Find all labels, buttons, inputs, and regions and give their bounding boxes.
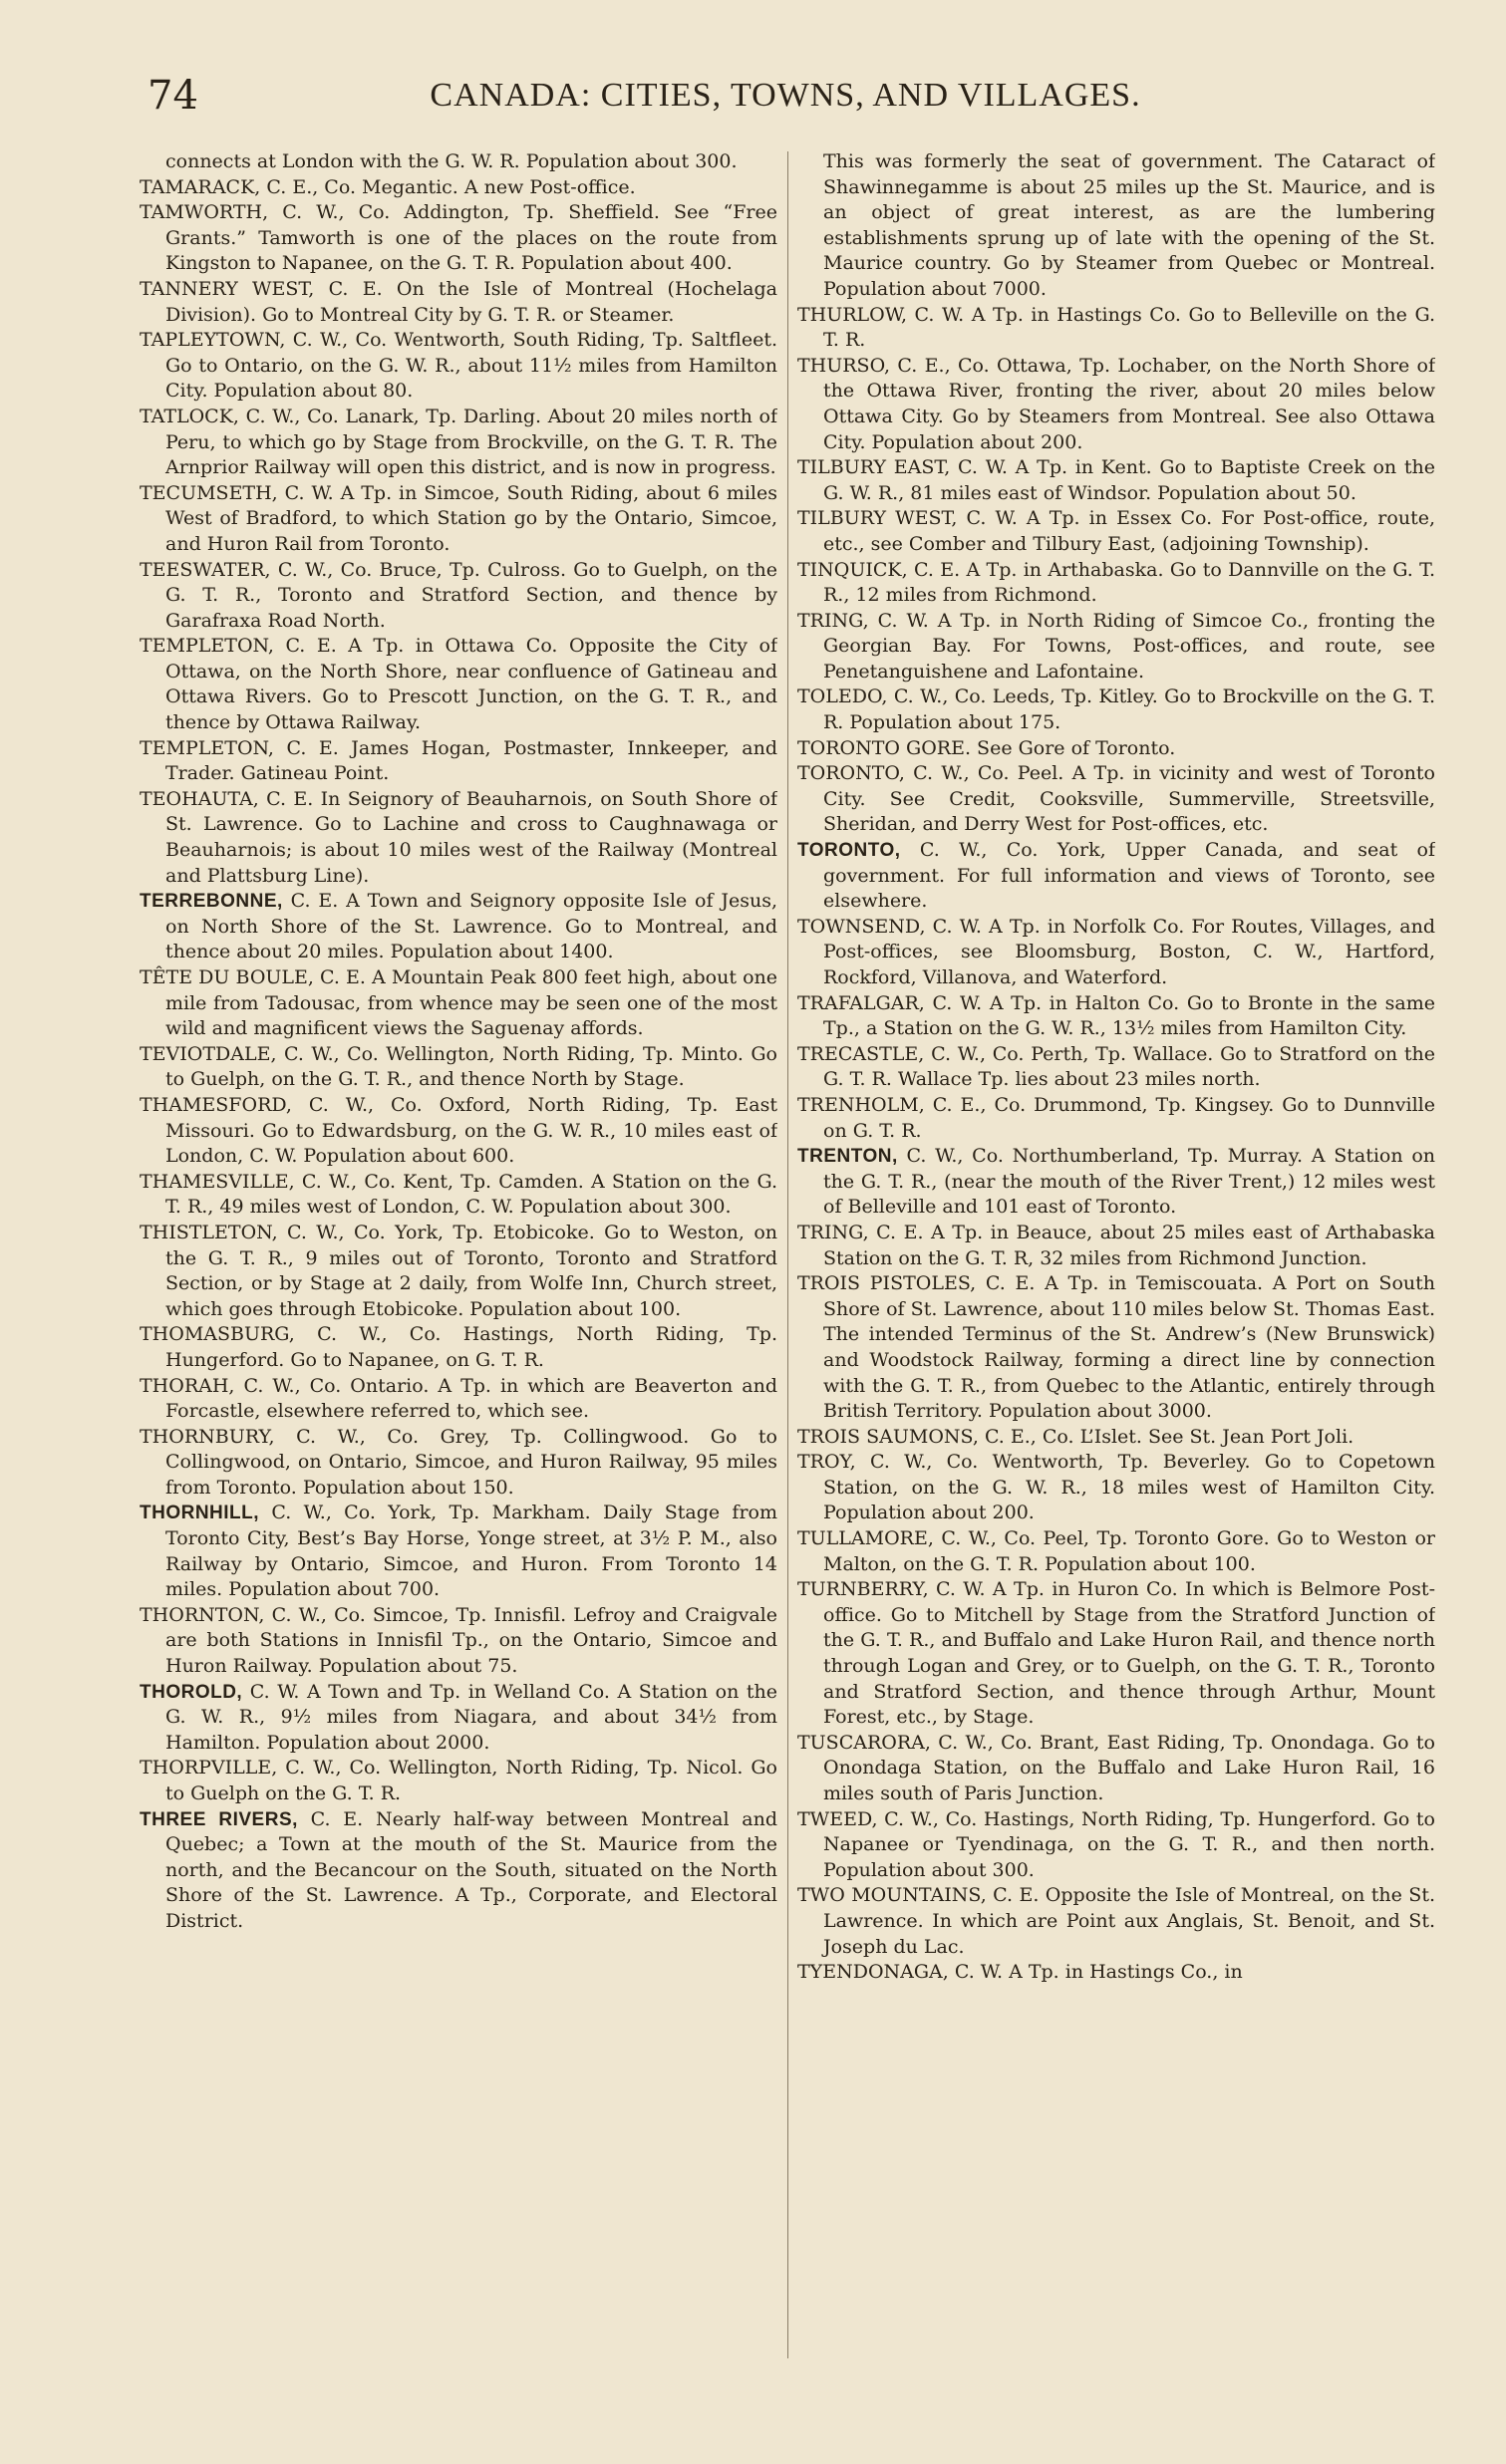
gazetteer-entry [797, 354, 1435, 455]
gazetteer-entry [140, 1501, 777, 1602]
entry-text: This was formerly the seat of government. The Cataract of Shawinnegamme is about 25 miles up the St. Maurice, and is an object of great interest, as are the lumbering establishments sprung up of late with the opening of the St. Maurice country. Go by Steamer from Quebec or Montreal. Population about 7000. [823, 150, 1435, 300]
entry-headword: TROIS SAUMONS, [797, 1425, 979, 1448]
entry-text: C. W. A Tp. in Hastings Co., in [948, 1961, 1243, 1984]
gazetteer-entry [797, 1042, 1435, 1093]
gazetteer-entry [140, 200, 777, 277]
gazetteer-entry [797, 1271, 1435, 1425]
entry-headword: TEVIOTDALE, [140, 1042, 277, 1065]
gazetteer-entry [140, 965, 777, 1042]
gazetteer-entry [140, 1093, 777, 1170]
entry-headword: TINQUICK, [797, 558, 908, 581]
entry-text: C. E. In Seignory of Beauharnois, on South Shore of St. Lawrence. Go to Lachine and cross to Caughnawaga or Beauharnois; is about 10 miles west of the Railway (Montreal and Plattsburg Line). [165, 787, 777, 887]
entry-headword: TORONTO, [797, 762, 905, 785]
entry-text: C. E., Co. Drummond, Tp. Kingsey. Go to Dunnville on G. T. R. [823, 1093, 1435, 1142]
entry-headword: THOMASBURG, [140, 1323, 295, 1346]
entry-headword: TRING, [797, 1221, 869, 1243]
gazetteer-entry [797, 1960, 1435, 1986]
entry-headword: THISTLETON, [140, 1221, 278, 1243]
entry-headword: TEESWATER, [140, 558, 271, 581]
gazetteer-entry [140, 634, 777, 735]
gazetteer-entry [140, 1680, 777, 1757]
gazetteer-entry [797, 1731, 1435, 1807]
entry-headword: THORAH, [140, 1374, 235, 1397]
gazetteer-entry [140, 175, 777, 201]
entry-headword: TROIS PISTOLES, [797, 1272, 977, 1295]
gazetteer-entry [797, 455, 1435, 506]
gazetteer-entry [797, 1450, 1435, 1526]
entry-text: C. W., Co. Kent, Tp. Camden. A Station on the G. T. R., 49 miles west of London, C. W. Population about 300. [165, 1170, 777, 1219]
entry-headword: THORNBURY, [140, 1425, 275, 1448]
entry-text: C. E., Co. Ottawa, Tp. Lochaber, on the North Shore of the Ottawa River, fronting the river, about 20 miles below Ottawa City. Go by Steamers from Montreal. See also Ottawa City. Population about 200. [823, 354, 1435, 453]
entry-text: C. E. A Tp. in Arthabaska. Go to Dannville on the G. T. R., 12 miles from Richmond. [823, 558, 1435, 607]
gazetteer-entry [797, 1093, 1435, 1144]
entry-text: C. W., Co. Hastings, North Riding, Tp. Hungerford. Go to Napanee or Tyendinaga, on the G. T. R., and then north. Population about 300. [823, 1807, 1435, 1881]
gazetteer-entry [140, 149, 777, 175]
entry-headword: THREE RIVERS, [140, 1808, 298, 1830]
entry-headword: TWEED, [797, 1807, 878, 1830]
gazetteer-entry [797, 915, 1435, 991]
gazetteer-entry [140, 558, 777, 635]
entry-text: C. E. A Tp. in Temiscouata. A Port on South Shore of St. Lawrence, about 110 miles below St. Thomas East. The intended Terminus of the St. Andrew’s (New Brunswick) and Woodstock Railway, forming a direct line by connection with the G. T. R., from Quebec to the Atlantic, entirely through British Territory. Population about 3000. [823, 1272, 1435, 1423]
gazetteer-entry [140, 1756, 777, 1806]
entry-headword: TILBURY WEST, [797, 507, 958, 530]
entry-headword: TEMPLETON, [140, 635, 274, 658]
entry-headword: TÊTE DU BOULE, [140, 966, 314, 988]
entry-text: C. W., Co. York, Upper Canada, and seat of government. For full information and views of Toronto, see elsewhere. [823, 839, 1435, 913]
entry-headword: TAMWORTH, [140, 201, 269, 224]
entry-headword: THORNTON, [140, 1603, 265, 1626]
entry-headword: TROY, [797, 1451, 856, 1474]
entry-text: See Gore of Toronto. [971, 736, 1176, 759]
entry-text: C. W. A Tp. in Essex Co. For Post-office, route, etc., see Comber and Tilbury East, (adjoining Township). [823, 507, 1435, 555]
entry-headword: THORPVILLE, [140, 1757, 278, 1780]
entry-text: C. E., Co. Megantic. A new Post-office. [260, 175, 636, 198]
gazetteer-entry [140, 1042, 777, 1093]
gazetteer-entry [797, 558, 1435, 609]
entry-text: C. W., Co. Grey, Tp. Collingwood. Go to Collingwood, on Ontario, Simcoe, and Huron Railway, 95 miles from Toronto. Population about 150. [165, 1425, 777, 1499]
gazetteer-entry [797, 1577, 1435, 1731]
entry-text: C. E. Opposite the Isle of Montreal, on the St. Lawrence. In which are Point aux Anglais, St. Benoit, and St. Joseph du Lac. [823, 1884, 1435, 1958]
entry-text: C. W., Co. Leeds, Tp. Kitley. Go to Brockville on the G. T. R. Population about 175. [823, 685, 1435, 734]
entry-headword: TORONTO GORE. [797, 736, 972, 759]
entry-text: C. W., Co. Brant, East Riding, Tp. Onondaga. Go to Onondaga Station, on the Buffalo and Lake Huron Rail, 16 miles south of Paris Junction. [823, 1731, 1435, 1804]
entry-text: C. W., Co. Wentworth, South Riding, Tp. Saltfleet. Go to Ontario, on the G. W. R., about 11½ miles from Hamilton City. Population about 80. [165, 329, 777, 403]
gazetteer-entry [140, 405, 777, 481]
gazetteer-entry [140, 1603, 777, 1680]
gazetteer-entry [797, 1221, 1435, 1271]
entry-headword: THURSO, [797, 354, 891, 377]
entry-headword: TRENHOLM, [797, 1093, 925, 1116]
entry-headword: TEOHAUTA, [140, 787, 259, 810]
entry-text: C. W. A Tp. in Kent. Go to Baptiste Creek on the G. W. R., 81 miles east of Windsor. Population about 50. [823, 456, 1435, 504]
gazetteer-entry [140, 277, 777, 328]
entry-headword: TULLAMORE, [797, 1527, 934, 1550]
entry-text: C. W., Co. Peel. A Tp. in vicinity and west of Toronto City. See Credit, Cooksville, Summerville, Streetsville, Sheridan, and Derry West for Post-offices, etc. [823, 762, 1435, 836]
entry-text: C. W., Co. Northumberland, Tp. Murray. A Station on the G. T. R., (near the mouth of the River Trent,) 12 miles west of Belleville and 101 east of Toronto. [823, 1145, 1435, 1219]
entry-text: C. W., Co. Ontario. A Tp. in which are Beaverton and Forcastle, elsewhere referred to, which see. [165, 1374, 777, 1423]
gazetteer-entry [797, 736, 1435, 762]
gazetteer-entry [797, 684, 1435, 735]
entry-headword: TOLEDO, [797, 685, 888, 708]
entry-text: C. E. A Tp. in Beauce, about 25 miles east of Arthabaska Station on the G. T. R, 32 miles from Richmond Junction. [823, 1221, 1435, 1269]
gazetteer-entry [797, 761, 1435, 838]
entry-headword: THOROLD, [140, 1681, 243, 1703]
entry-text: C. W., Co. York, Tp. Etobicoke. Go to Weston, on the G. T. R., 9 miles out of Toronto, Toronto and Stratford Section, or by Stage at 2 daily, from Wolfe Inn, Church street, which goes through Etobicoke. Population about 100. [165, 1221, 777, 1320]
gazetteer-entry [140, 736, 777, 787]
entry-headword: TRING, [797, 609, 869, 632]
entry-text: C. W., Co. Wellington, North Riding, Tp. Nicol. Go to Guelph on the G. T. R. [165, 1757, 777, 1804]
gazetteer-entry [140, 328, 777, 405]
entry-headword: TILBURY EAST, [797, 456, 951, 479]
entry-text: C. E. On the Isle of Montreal (Hochelaga Division). Go to Montreal City by G. T. R. or Steamer. [165, 277, 777, 326]
entry-text: C. W. A Town and Tp. in Welland Co. A Station on the G. W. R., 9½ miles from Niagara, and about 34½ from Hamilton. Population about 2000. [165, 1680, 777, 1754]
entry-text: C. W., Co. York, Tp. Markham. Daily Stage from Toronto City, Best’s Bay Horse, Yonge street, at 3½ P. M., also Railway by Ontario, Simcoe, and Huron. From Toronto 14 miles. Population about 700. [165, 1502, 777, 1601]
entry-headword: TAMARACK, [140, 175, 261, 198]
gazetteer-entry [797, 991, 1435, 1042]
column-divider [787, 151, 788, 2358]
entry-headword: TRECASTLE, [797, 1042, 925, 1065]
entry-text: C. E. A Town and Seignory opposite Isle of Jesus, on North Shore of the St. Lawrence. Go to Montreal, and thence about 20 miles. Population about 1400. [165, 890, 777, 963]
entry-text: C. W., Co. Bruce, Tp. Culross. Go to Guelph, on the G. T. R., Toronto and Stratford Section, and thence by Garafraxa Road North. [165, 558, 777, 632]
entry-text: C. W. A Tp. in Hastings Co. Go to Belleville on the G. T. R. [823, 303, 1435, 352]
left-column [140, 149, 777, 2441]
entry-headword: TERREBONNE, [140, 891, 283, 913]
gazetteer-entry [797, 1883, 1435, 1960]
gazetteer-entry [797, 1807, 1435, 1884]
gazetteer-entry [797, 609, 1435, 685]
gazetteer-entry [797, 1144, 1435, 1221]
entry-text: C. W. A Tp. in Huron Co. In which is Belmore Post-office. Go to Mitchell by Stage from the Stratford Junction of the G. T. R., and Buffalo and Lake Huron Rail, and thence north through Logan and Grey, or to Guelph, on the G. T. R., Toronto and Stratford Section, and thence through Arthur, Mount Forest, etc., by Stage. [823, 1578, 1435, 1729]
gazetteer-entry [140, 1374, 777, 1425]
entry-headword: TORONTO, [797, 840, 901, 862]
entry-headword: TWO MOUNTAINS, [797, 1884, 987, 1907]
entry-text: connects at London with the G. W. R. Population about 300. [165, 150, 738, 172]
running-title: CANADA: CITIES, TOWNS, AND VILLAGES. [430, 77, 1141, 114]
entry-text: C. E. A Tp. in Ottawa Co. Opposite the City of Ottawa, on the North Shore, near confluence of Gatineau and Ottawa Rivers. Go to Prescott Junction, on the G. T. R., and thence by Ottawa Railway. [165, 635, 777, 734]
page-number: 74 [148, 73, 198, 119]
entry-text: C. W., Co. Simcoe, Tp. Innisfil. Lefroy and Craigvale are both Stations in Innisfil Tp., on the Ontario, Simcoe and Huron Railway. Population about 75. [165, 1603, 777, 1678]
entry-text: C. W., Co. Hastings, North Riding, Tp. Hungerford. Go to Napanee, on G. T. R. [165, 1323, 777, 1371]
entry-text: C. E. A Mountain Peak 800 feet high, about one mile from Tadousac, from whence may be seen one of the most wild and magnificent views the Saguenay affords. [165, 966, 777, 1040]
gazetteer-entry [797, 506, 1435, 557]
entry-headword: TANNERY WEST, [140, 277, 315, 300]
gazetteer-entry [140, 787, 777, 889]
entry-text: C. W., Co. Wentworth, Tp. Beverley. Go to Copetown Station, on the G. W. R., 18 miles west of Hamilton City. Population about 200. [823, 1451, 1435, 1524]
gazetteer-entry [797, 838, 1435, 915]
entry-headword: THAMESFORD, [140, 1093, 292, 1116]
gazetteer-entry [797, 1425, 1435, 1451]
gazetteer-entry [797, 303, 1435, 354]
entry-headword: THORNHILL, [140, 1503, 260, 1524]
entry-headword: TAPLEYTOWN, [140, 329, 286, 352]
entry-headword: TRENTON, [797, 1146, 898, 1168]
entry-headword: TYENDONAGA, [797, 1961, 949, 1984]
gazetteer-entry [140, 1322, 777, 1373]
entry-text: C. W., Co. Lanark, Tp. Darling. About 20 miles north of Peru, to which go by Stage from Brockville, on the G. T. R. The Arnprior Railway will open this district, and is now in progress. [165, 405, 777, 479]
entry-headword: TRAFALGAR, [797, 991, 925, 1014]
entry-text: C. W. A Tp. in Halton Co. Go to Bronte in the same Tp., a Station on the G. W. R., 13½ miles from Hamilton City. [823, 991, 1435, 1040]
entry-headword: TECUMSETH, [140, 481, 278, 504]
entry-text: C. W., Co. Addington, Tp. Sheffield. See “Free Grants.” Tamworth is one of the places on the route from Kingston to Napanee, on the G. T. R. Population about 400. [165, 201, 777, 275]
entry-text: C. W. A Tp. in Norfolk Co. For Routes, Villages, and Post-offices, see Bloomsburg, Boston, C. W., Hartford, Rockford, Villanova, and Waterford. [823, 915, 1435, 988]
entry-headword: TATLOCK, [140, 405, 239, 427]
entry-text: C. E. Nearly half-way between Montreal and Quebec; a Town at the mouth of the St. Maurice from the north, and the Becancour on the South, situated on the North Shore of the St. Lawrence. A Tp., Corporate, and Electoral District. [165, 1807, 777, 1932]
entry-text: C. W. A Tp. in Simcoe, South Riding, about 6 miles West of Bradford, to which Station go by the Ontario, Simcoe, and Huron Rail from Toronto. [165, 481, 777, 555]
gazetteer-entry [797, 1526, 1435, 1577]
entry-headword: THAMESVILLE, [140, 1170, 295, 1193]
gazetteer-entry [140, 1221, 777, 1322]
entry-text: C. W., Co. Peel, Tp. Toronto Gore. Go to Weston or Malton, on the G. T. R. Population about 100. [823, 1527, 1435, 1575]
entry-text: C. W. A Tp. in North Riding of Simcoe Co., fronting the Georgian Bay. For Towns, Post-offices, and route, see Penetanguishene and Lafontaine. [823, 609, 1435, 683]
entry-text: C. E. James Hogan, Postmaster, Innkeeper, and Trader. Gatineau Point. [165, 736, 777, 785]
gazetteer-entry [140, 1425, 777, 1502]
entry-headword: TURNBERRY, [797, 1578, 929, 1601]
entry-text: C. E., Co. L’Islet. See St. Jean Port Joli. [978, 1425, 1355, 1448]
entry-headword: TOWNSEND, [797, 915, 926, 938]
entry-headword: TUSCARORA, [797, 1731, 931, 1754]
gazetteer-entry [797, 149, 1435, 303]
entry-text: C. W., Co. Wellington, North Riding, Tp. Minto. Go to Guelph, on the G. T. R., and thence North by Stage. [165, 1042, 777, 1091]
gazetteer-entry [140, 1807, 777, 1935]
entry-headword: THURLOW, [797, 303, 908, 326]
right-column [797, 149, 1435, 2441]
gazetteer-entry [140, 1170, 777, 1221]
page-header [148, 72, 1423, 132]
gazetteer-entry [140, 889, 777, 965]
entry-text: C. W., Co. Perth, Tp. Wallace. Go to Stratford on the G. T. R. Wallace Tp. lies about 23 miles north. [823, 1042, 1435, 1091]
gazetteer-entry [140, 481, 777, 558]
entry-headword: TEMPLETON, [140, 736, 274, 759]
entry-text: C. W., Co. Oxford, North Riding, Tp. East Missouri. Go to Edwardsburg, on the G. W. R., 10 miles east of London, C. W. Population about 600. [165, 1093, 777, 1168]
